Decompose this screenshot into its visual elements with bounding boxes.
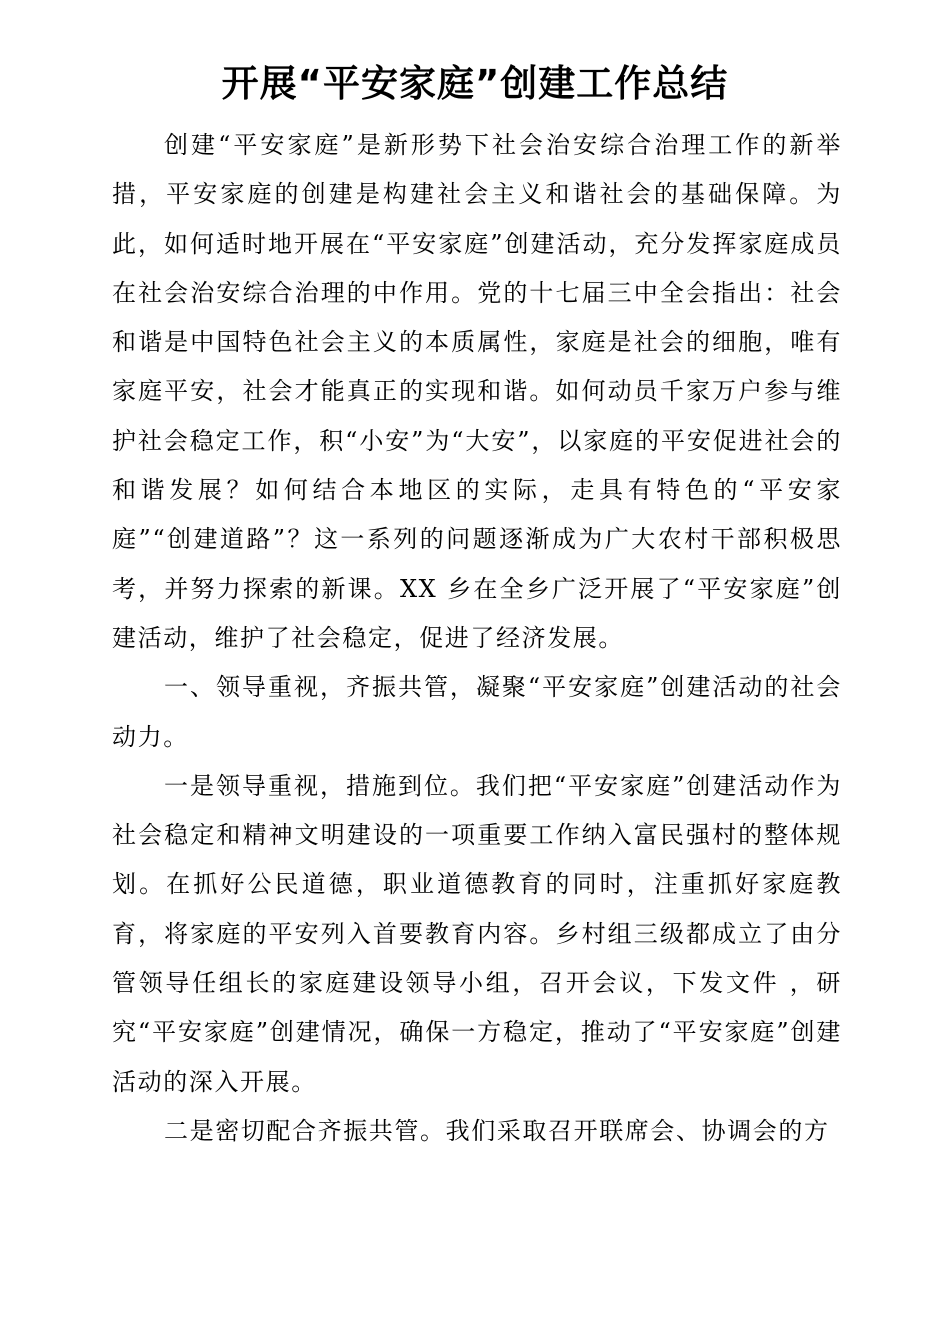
paragraph-cooperation: 二是密切配合齐振共管。我们采取召开联席会、协调会的方 [164,1116,830,1145]
paragraph-intro: 创建“平安家庭”是新形势下社会治安综合治理工作的新举措，平安家庭的创建是构建社会主义和谐社会的基础保障。为此，如何适时地开展在“平安家庭”创建活动，充分发挥家庭成员在社会治安综合治理的中作用。党的十七届三中全会指出：社会和谐是中国特色社会主义的本质属性，家庭是社会的细胞，唯有家庭平安，社会才能真正的实现和谐。如何动员千家万户参与维护社会稳定工作，积“小安”为“大安”，以家庭的平安促进社会的和谐发展？如何结合本地区的实际，走具有特色的“平安家庭”“创建道路”？这一系列的问题逐渐成为广大农村干部积极思考，并努力探索的新课。XX 乡在全乡广泛开展了“平安家庭”创建活动，维护了社会稳定，促进了经济发展。 [112,131,842,652]
paragraph-leadership: 一是领导重视，措施到位。我们把“平安家庭”创建活动作为社会稳定和精神文明建设的一项重要工作纳入富民强村的整体规划。在抓好公民道德，职业道德教育的同时，注重抓好家庭教育，将家庭的平安列入首要教育内容。乡村组三级都成立了由分管领导任组长的家庭建设领导小组，召开会议，下发文件 ，研究“平安家庭”创建情况，确保一方稳定，推动了“平安家庭”创建活动的深入开展。 [112,771,842,1096]
document-body [112,121,842,1156]
document-title: 开展“平安家庭”创建工作总结 [221,62,729,105]
section-heading-1: 一、领导重视，齐振共管，凝聚“平安家庭”创建活动的社会动力。 [112,673,842,751]
